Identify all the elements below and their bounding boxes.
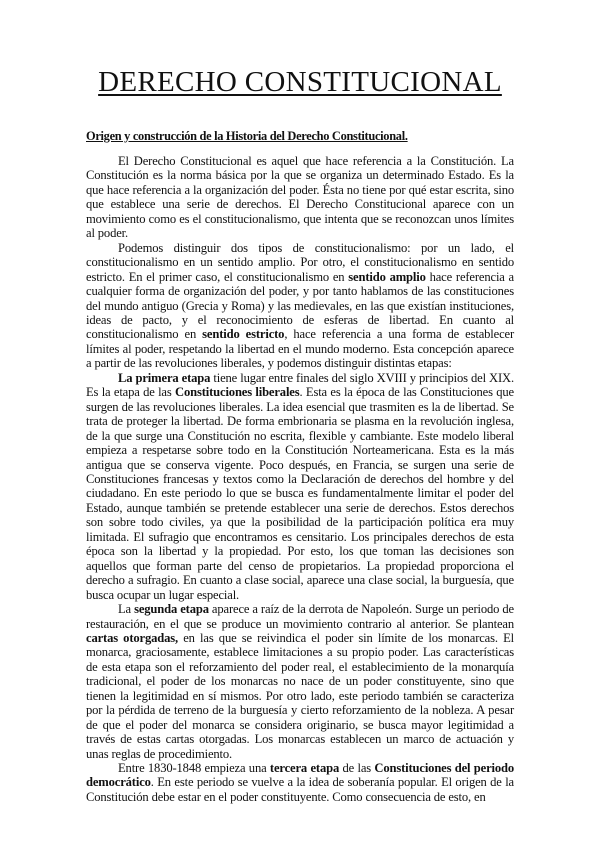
bold-term: cartas otorgadas, xyxy=(86,630,179,645)
bold-term: Constituciones del periodo democrático xyxy=(86,761,515,790)
text-run: tiene lugar entre finales del siglo XVIII y principios del XIX. Es la etapa de las xyxy=(86,370,514,400)
bold-term: La primera etapa xyxy=(118,370,211,385)
text-run: aparece a raíz de la derrota de Napoleón. Surge un periodo de restauración, en el que se produce un movimiento contrario al anterior. Se plantean xyxy=(86,602,514,631)
paragraph-types xyxy=(86,241,514,371)
paragraph-intro xyxy=(86,154,514,241)
section-heading: Origen y construcción de la Historia del Derecho Constitucional. xyxy=(86,129,408,143)
paragraph-first-stage xyxy=(86,371,514,602)
text-run: , hace referencia a una forma de establecer límites al poder, respetando la libertad en el mundo moderno. Esta concepción aparece a partir de las revoluciones liberales, y podemos distinguir distintas etapas: xyxy=(86,327,515,371)
text-run: El Derecho Constitucional es aquel que hace referencia a la Constitución. La Constitución es la norma básica por la que se organiza un determinado Estado. Es la que hace referencia a la organización del poder. Ésta no tiene por qué estar escrita, sino que establece una serie de derechos. El Derecho Constitucional aparece con un movimiento como es el constitucionalismo, que intenta que se reconozcan unos límites al poder. xyxy=(86,154,514,241)
bold-term: segunda etapa xyxy=(134,602,209,617)
text-run: Podemos distinguir dos tipos de constitucionalismo: por un lado, el constitucionalismo en un sentido amplio. Por otro, el constitucionalismo en sentido estricto. En el primer caso, el constitucionalismo en xyxy=(86,240,514,284)
paragraph-second-stage xyxy=(86,602,514,761)
text-run: La xyxy=(118,602,135,617)
text-run: . Esta es la época de las Constituciones que surgen de las revoluciones liberales. La idea esencial que trasmiten es la de libertad. Se trata de proteger la libertad. De forma embrionaria se plasma en la revolución inglesa, de la que surge una Constitución no escrita, flexible y cambiante. Este modelo liberal empieza a respetarse sobre todo en la Constitución Norteamericana. Esta es la más antigua que se conserva vigente. Poco después, en Francia, se surgen una serie de Constituciones francesas y textos como la Declaración de derechos del hombre y del ciudadano. En este periodo lo que se busca es fundamentalmente limitar el poder del Estado, aunque también se pretende establecer una serie de derechos. Estos derechos son sobre todo civiles, ya que la posibilidad de la participación política era muy limitada. El sufragio que encontramos es censitario. Los principales derechos de esta época son la libertad y la propiedad. Por esto, los que toman las decisiones son aquellos que forman parte del censo de propietarios. La propiedad proporciona el derecho a sufragio. En cuanto a clase social, aparece una clase social, la burguesía, que busca ocupar un lugar especial. xyxy=(86,385,514,602)
text-run: de las xyxy=(339,761,375,776)
text-run: Entre 1830-1848 empieza una xyxy=(118,761,270,776)
document-body xyxy=(86,154,514,804)
bold-term: sentido amplio xyxy=(348,269,426,284)
text-run: en las que se reivindica el poder sin límite de los monarcas. El monarca, graciosamente, establece limitaciones a su propio poder. Las características de esta etapa son el reforzamiento del poder real, el establecimiento de la monarquía tradicional, el poder de los monarcas no nace de un poder constituyente, sino que tienen la legitimidad en sí mismos. Por otro lado, este periodo también se caracteriza por la pérdida de terreno de la burguesía y cierto reforzamiento de la nobleza. A pesar de que el poder del monarca se considera originario, se busca mayor legitimidad a través de estas cartas otorgadas. Los monarcas establecen un marco de actuación y unas reglas de procedimiento. xyxy=(86,630,514,761)
bold-term: Constituciones liberales xyxy=(175,385,300,400)
bold-term: sentido estricto xyxy=(202,327,285,342)
text-run: hace referencia a cualquier forma de organización del poder, y por tanto hablamos de las constituciones del mundo antiguo (Grecia y Roma) y las medievales, en las que existían instituciones, ideas de pacto, y el reconocimiento de esferas de libertad. En cuanto al constitucionalismo en xyxy=(86,269,515,342)
bold-term: tercera etapa xyxy=(269,761,340,776)
document-title: DERECHO CONSTITUCIONAL xyxy=(98,66,502,98)
text-run: . En este periodo se vuelve a la idea de soberanía popular. El origen de la Constitución debe estar en el poder constituyente. Como consecuencia de esto, en xyxy=(86,775,514,804)
paragraph-third-stage xyxy=(86,761,514,804)
